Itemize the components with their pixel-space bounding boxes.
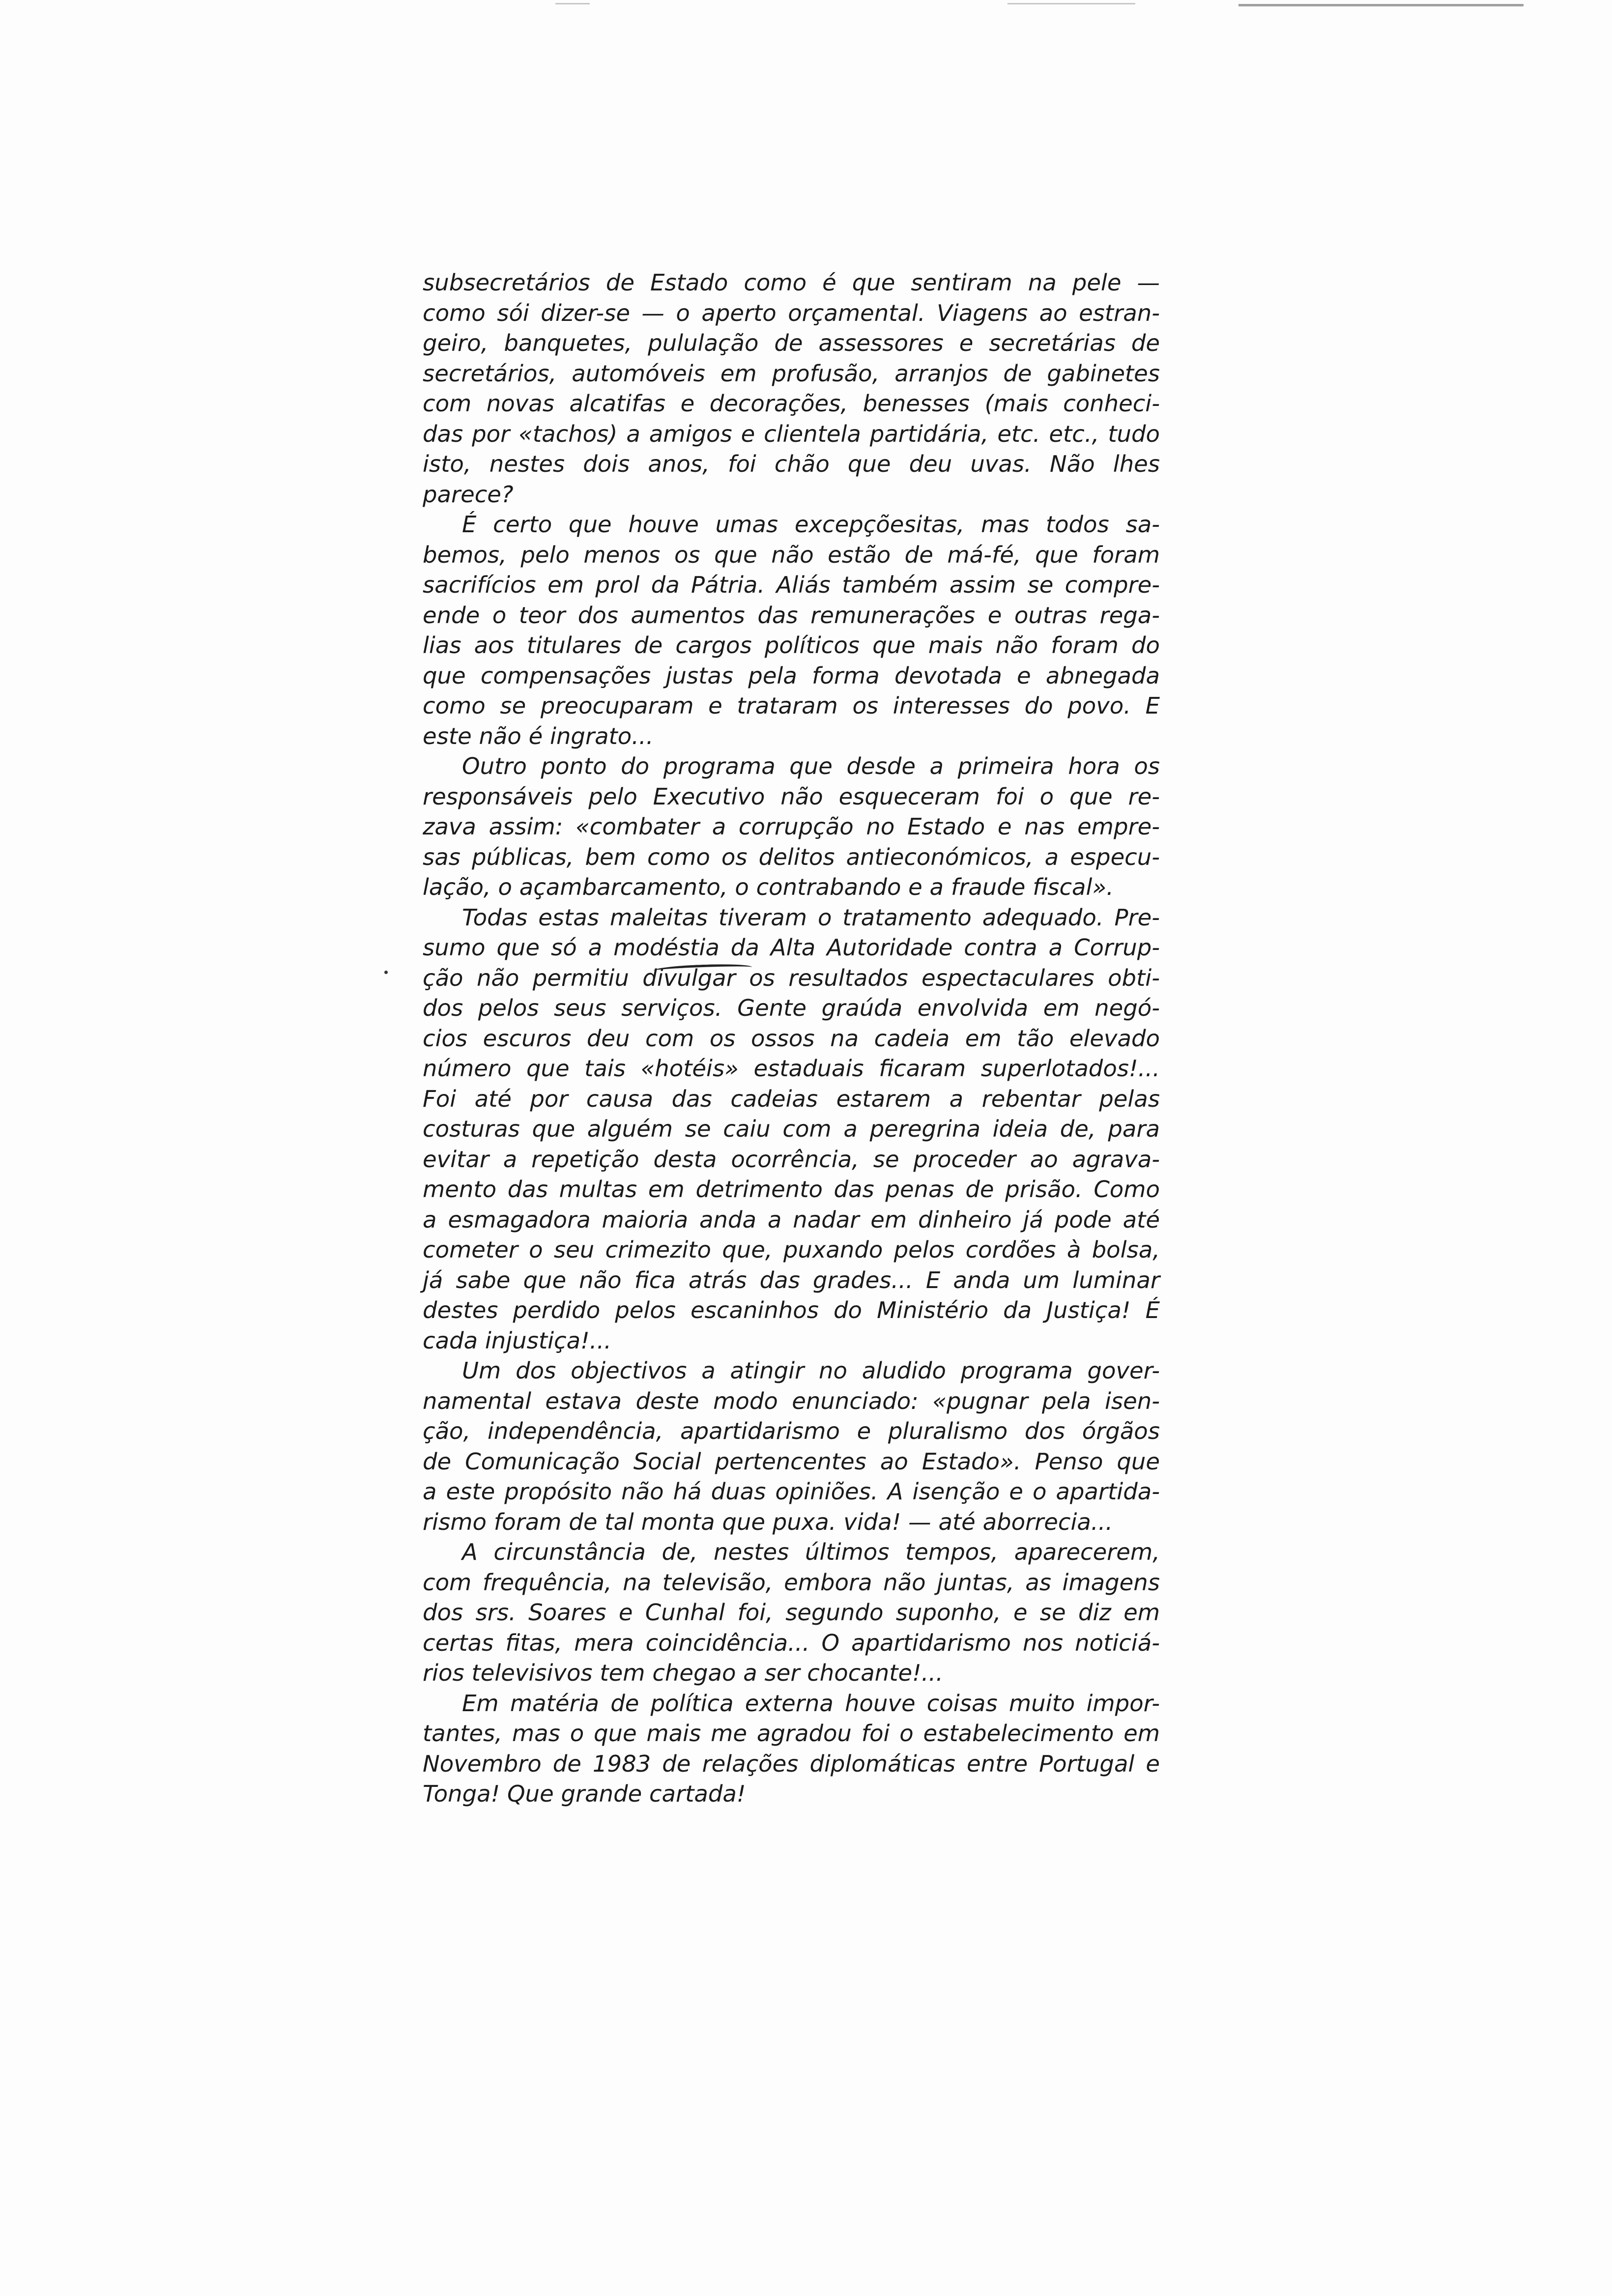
text-line: número que tais «hotéis» estaduais ficaram superlotados!... [423, 1055, 1160, 1082]
text-line: Todas estas maleitas tiveram o tratamento adequado. Pre- [462, 904, 1160, 931]
text-line: este não é ingrato... [423, 722, 654, 749]
text-line: sacrifícios em prol da Pátria. Aliás também assim se compre- [423, 572, 1160, 598]
text-line: ção não permitiu divulgar os resultados espectaculares obti- [423, 964, 1160, 991]
text-line: rismo foram de tal monta que puxa. vida! — até aborrecia... [423, 1508, 1113, 1535]
text-line: Um dos objectivos a atingir no aludido programa gover- [462, 1357, 1160, 1384]
text-line: a esmagadora maioria anda a nadar em dinheiro já pode até [423, 1206, 1160, 1233]
text-line: tantes, mas o que mais me agradou foi o estabelecimento em [423, 1720, 1160, 1747]
text-line: Foi até por causa das cadeias estarem a rebentar pelas [423, 1085, 1160, 1112]
text-line: como sói dizer-se — o aperto orçamental. Viagens ao estran- [423, 299, 1160, 326]
text-line: com novas alcatifas e decorações, benesses (mais conheci- [423, 390, 1160, 417]
text-line: bemos, pelo menos os que não estão de má-fé, que foram [423, 541, 1160, 568]
paragraph [423, 510, 1160, 751]
text-line: ende o teor dos aumentos das remunerações e outras rega- [423, 602, 1160, 629]
text-line: Novembro de 1983 de relações diplomáticas entre Portugal e [423, 1750, 1160, 1777]
text-line: evitar a repetição desta ocorrência, se proceder ao agrava- [423, 1146, 1160, 1173]
text-line: com frequência, na televisão, embora não juntas, as imagens [423, 1569, 1160, 1596]
scan-edge-mark [1008, 3, 1135, 4]
text-line: responsáveis pelo Executivo não esqueceram foi o que re- [423, 783, 1160, 810]
scan-edge-mark [555, 3, 590, 4]
text-line: É certo que houve umas excepçõesitas, mas todos sa- [462, 511, 1160, 538]
text-line: certas fitas, mera coincidência... O apartidarismo nos noticiá- [423, 1629, 1160, 1656]
scan-edge-mark [1238, 4, 1524, 6]
text-line: Outro ponto do programa que desde a primeira hora os [462, 753, 1160, 779]
text-line: namental estava deste modo enunciado: «pugnar pela isen- [423, 1387, 1160, 1414]
text-line: Em matéria de política externa houve coisas muito impor- [462, 1690, 1160, 1717]
text-line: secretários, automóveis em profusão, arranjos de gabinetes [423, 360, 1160, 387]
paragraph [423, 751, 1160, 903]
text-line: já sabe que não fica atrás das grades... E anda um luminar [423, 1266, 1160, 1293]
text-line: cada injustiça!... [423, 1327, 612, 1354]
text-line: sumo que só a modéstia da Alta Autoridade contra a Corrup- [423, 934, 1160, 961]
text-line: dos srs. Soares e Cunhal foi, segundo suponho, e se diz em [423, 1599, 1160, 1626]
text-line: A circunstância de, nestes últimos tempos, aparecerem, [462, 1539, 1160, 1565]
text-line: mento das multas em detrimento das penas de prisão. Como [423, 1176, 1160, 1203]
text-line: dos pelos seus serviços. Gente graúda envolvida em negó- [423, 995, 1160, 1021]
text-line: subsecretários de Estado como é que sentiram na pele — [423, 269, 1160, 296]
text-line: costuras que alguém se caiu com a peregrina ideia de, para [423, 1116, 1160, 1142]
text-line: das por «tachos) a amigos e clientela partidária, etc. etc., tudo [423, 420, 1160, 447]
text-line: como se preocuparam e trataram os interesses do povo. E [423, 692, 1160, 719]
text-line: geiro, banquetes, pululação de assessores e secretárias de [423, 330, 1160, 356]
text-line: cometer o seu crimezito que, puxando pelos cordões à bolsa, [423, 1236, 1160, 1263]
text-line: cios escuros deu com os ossos na cadeia em tão elevado [423, 1025, 1160, 1052]
text-line: Tonga! Que grande cartada! [423, 1780, 746, 1807]
scan-speck [384, 971, 388, 974]
paragraph [423, 1689, 1160, 1809]
text-line: a este propósito não há duas opiniões. A isenção e o apartida- [423, 1478, 1160, 1505]
text-line: sas públicas, bem como os delitos antieconómicos, a especu- [423, 843, 1160, 870]
paragraph [423, 268, 1160, 510]
text-line: lação, o açambarcamento, o contrabando e a fraude fiscal». [423, 874, 1114, 900]
text-line: ção, independência, apartidarismo e pluralismo dos órgãos [423, 1418, 1160, 1444]
paragraph [423, 1537, 1160, 1689]
text-line: lias aos titulares de cargos políticos que mais não foram do [423, 632, 1160, 659]
article-body [423, 268, 1160, 1809]
text-line: zava assim: «combater a corrupção no Estado e nas empre- [423, 813, 1160, 840]
text-line: que compensações justas pela forma devotada e abnegada [423, 662, 1160, 689]
text-line: de Comunicação Social pertencentes ao Estado». Penso que [423, 1448, 1160, 1475]
text-line: parece? [423, 481, 514, 508]
paragraph [423, 1356, 1160, 1537]
text-line: rios televisivos tem chegao a ser chocante!... [423, 1660, 944, 1686]
paragraph [423, 903, 1160, 1356]
text-line: destes perdido pelos escaninhos do Ministério da Justiça! É [423, 1297, 1160, 1323]
text-line: isto, nestes dois anos, foi chão que deu uvas. Não lhes [423, 451, 1160, 477]
